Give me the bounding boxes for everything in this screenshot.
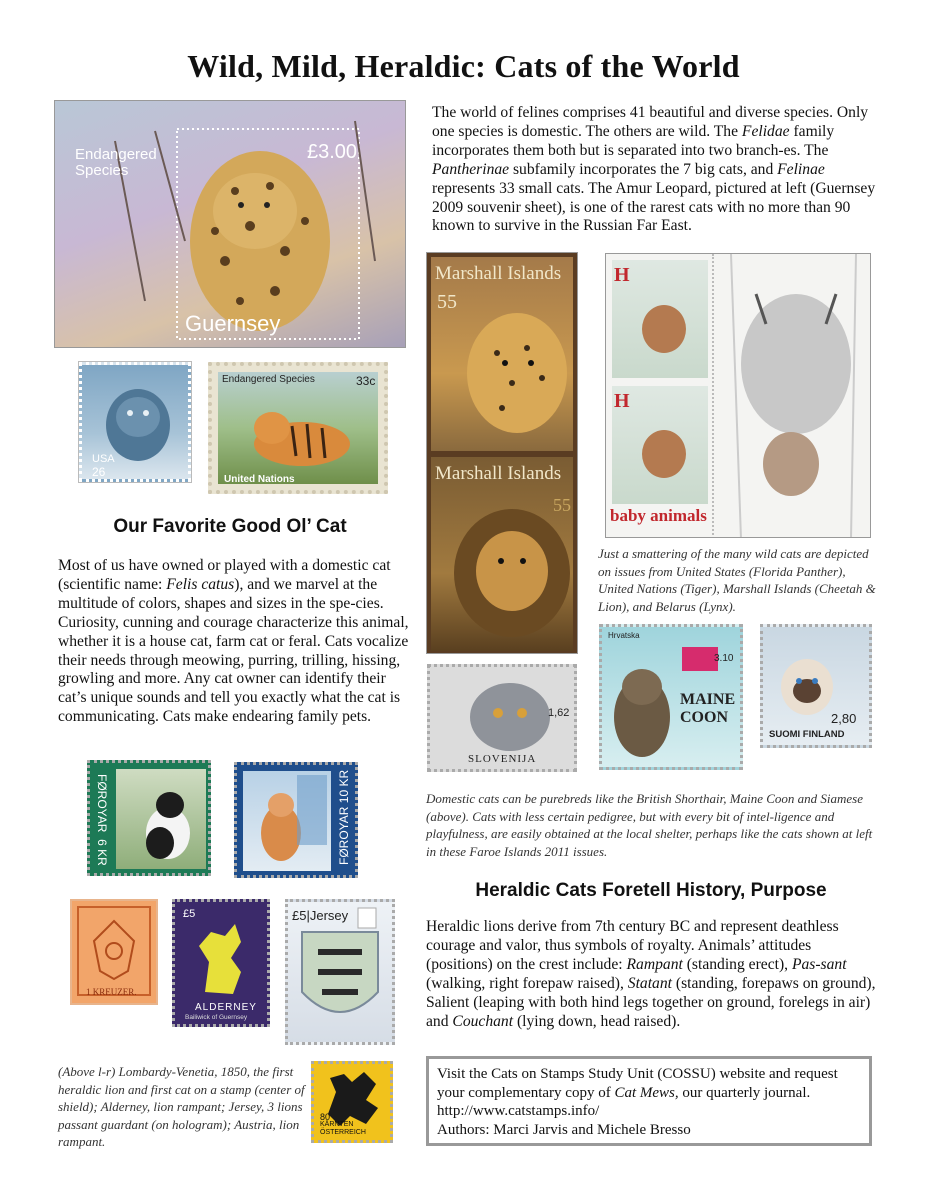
stamp-faroe-6kr — [87, 760, 211, 876]
heraldic-text-1: Heraldic lions derive from 7th century BC and represent deathless courage and valor, thus symbols of royalty. Animals’ attitudes (positions) on the crest include: — [426, 918, 839, 973]
jersey-shield-illustration — [288, 902, 392, 1042]
lynx-illustration — [606, 254, 871, 538]
heraldic-couchant: Couchant — [452, 1012, 514, 1030]
siamese-illustration — [763, 627, 869, 745]
maine-coon-text — [680, 691, 735, 727]
stamp-un-tiger — [208, 362, 388, 494]
info-box-main-text — [437, 1065, 861, 1121]
coon-text: COON — [680, 709, 728, 726]
un-bottom-text: United Nations — [224, 474, 295, 485]
favorite-felis-catus: Felis catus — [166, 575, 235, 593]
intro-paragraph — [432, 104, 876, 236]
heraldic-text-4: (standing, forepaws on ground), Salient (leaping with both hind legs together on ground, forelegs in air) and — [426, 974, 876, 1030]
belarus-h-2: H — [614, 390, 630, 412]
stamp-jersey-hologram — [285, 899, 395, 1045]
stamp-faroe-10kr — [234, 762, 358, 878]
marshall-title-2: Marshall Islands — [435, 463, 562, 484]
intro-felidae: Felidae — [741, 122, 790, 140]
stamp-croatia-maine-coon — [599, 624, 743, 770]
stamp-alderney-lion — [172, 899, 270, 1027]
faroe-10kr-text: FØROYAR 10 KR — [337, 769, 351, 865]
caption-domestic-cats: Domestic cats can be purebreds like the British Shorthair, Maine Coon and Siamese (above). Cats with less certain pedigree, but with every bit of intel-ligence and playfulness, are easily obtained at the local shelter, perhaps like the cats shown at left in these Faroe Islands 2011 issues. — [426, 791, 873, 859]
croatia-value: 3.10 — [714, 653, 734, 664]
info-cat-mews: Cat Mews, — [614, 1084, 679, 1101]
alderney-name: ALDERNEY — [195, 1002, 257, 1013]
page-title: Wild, Mild, Heraldic: Cats of the World — [187, 48, 740, 84]
stamp-belarus-lynx — [605, 253, 871, 538]
caption-wild-cats: Just a smattering of the many wild cats are depicted on issues from United States (Florida Panther), United Nations (Tiger), Marshall Islands (Cheetah & Lion), and Belarus (Lynx). — [598, 546, 876, 614]
favorite-text-2: ), and we marvel at the multitude of colors, shapes and sizes in the spe-cies. Curiosity, cunning and courage characterize this animal, whether it is a house cat, farm cat or feral. Cats vocalize their needs through meowing, purring, trilling, hissing, growling and more. Any cat owner can identify their cat’s unique sounds and tell you exactly what the cat is communicating. Cats make endearing family pets. — [58, 575, 409, 726]
favorite-text-1: Most of us have owned or played with a domestic cat (scientific name: — [58, 557, 391, 593]
belarus-h-1: H — [614, 264, 630, 286]
alderney-value: £5 — [183, 908, 196, 920]
slovenia-name: SLOVENIJA — [468, 753, 537, 765]
un-value: 33c — [356, 374, 376, 388]
alderney-sub: Bailiwick of Guernsey — [185, 1014, 248, 1021]
guernsey-title-line2: Species — [75, 162, 129, 179]
finland-value: 2,80 — [831, 711, 857, 726]
favorite-paragraph — [58, 557, 410, 727]
stamp-austria-lion — [311, 1061, 393, 1143]
intro-text-4: represents 33 small cats. The Amur Leopard, pictured at left (Guernsey 2009 souvenir sheet), is one of the rarest cats with no more than 90 known to survive in the Russian Far East. — [432, 179, 876, 235]
stamp-lombardy-venetia — [70, 899, 158, 1005]
marshall-value-2: 55 — [553, 495, 571, 515]
stamp-marshall-cheetah-lion — [426, 252, 578, 654]
faroe-6kr-text: FØROYAR 6 KR — [95, 774, 109, 866]
finland-name: SUOMI FINLAND — [769, 729, 845, 740]
heading-favorite-cat: Our Favorite Good Ol’ Cat — [113, 516, 347, 537]
caption-heraldic: (Above l-r) Lombardy-Venetia, 1850, the first heraldic lion and first cat on a stamp (center of shield); Alderney, lion rampant; Jersey, 3 lions passant guardant (on hologram); Austria, lion rampant. — [58, 1064, 305, 1149]
usa-text: USA — [92, 453, 115, 465]
intro-text-1: The world of felines comprises 41 beautiful and diverse species. Only one species is domestic. The others are wild. The — [432, 104, 869, 140]
heading-heraldic-cats: Heraldic Cats Foretell History, Purpose — [475, 880, 827, 901]
heraldic-statant: Statant — [627, 974, 672, 992]
belarus-footer: baby animals — [610, 506, 707, 525]
marshall-title-1: Marshall Islands — [435, 263, 562, 284]
usa-value: 26 — [92, 465, 106, 479]
jersey-text: £5|Jersey — [292, 908, 349, 923]
heraldic-passant: Pas-sant — [791, 955, 847, 973]
kreuzer-text: 1 KREUZER. — [86, 987, 137, 997]
slovenia-value: 1,62 — [548, 707, 570, 719]
stamp-slovenia-shorthair — [427, 664, 577, 772]
maine-text: MAINE — [680, 691, 736, 708]
heraldic-text-3: (walking, right forepaw raised), — [426, 974, 628, 992]
heraldic-rampant: Rampant — [626, 955, 683, 973]
guernsey-title-line1: Endangered — [75, 146, 157, 163]
heraldic-text-5: (lying down, head raised). — [513, 1012, 681, 1030]
stamp-guernsey-leopard — [54, 100, 406, 348]
info-authors: Authors: Marci Jarvis and Michele Bresso — [437, 1121, 691, 1138]
intro-text-2: family incorporates them both but is separated into two branch-es. The — [432, 122, 835, 159]
austria-value: 80 — [320, 1112, 331, 1122]
intro-text-3: subfamily incorporates the 7 big cats, and — [509, 160, 778, 178]
marshall-value-1: 55 — [437, 291, 457, 313]
intro-pantherinae: Pantherinae — [432, 160, 510, 178]
heraldic-text-2: (standing erect), — [682, 955, 792, 973]
info-text-1: Visit the Cats on Stamps Study Unit (COSSU) website and request your complementary copy of — [437, 1066, 842, 1101]
guernsey-name: Guernsey — [185, 311, 281, 336]
cossu-info-box — [426, 1056, 872, 1146]
guernsey-value: £3.00 — [307, 141, 358, 163]
heraldic-paragraph — [426, 918, 876, 1031]
stamp-usa-panther — [79, 362, 191, 482]
austria-name: KÄRNTEN ÖSTERREICH — [320, 1121, 366, 1136]
info-text-2: our quarterly journal. http://www.catstamps.info/ — [437, 1084, 826, 1120]
stamp-finland-siamese — [760, 624, 872, 748]
intro-felinae: Felinae — [777, 160, 825, 178]
croatia-name: Hrvatska — [608, 631, 640, 640]
un-top-text: Endangered Species — [222, 374, 315, 385]
guernsey-title — [75, 147, 157, 179]
